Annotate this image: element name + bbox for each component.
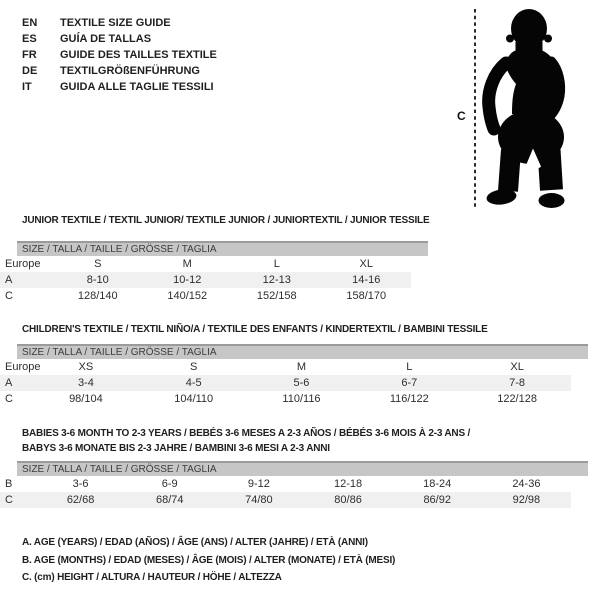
table-row: [0, 359, 571, 375]
language-code: EN: [22, 17, 38, 29]
language-code: DE: [22, 65, 38, 77]
size-value-cell: L: [406, 361, 413, 373]
children-table-title: CHILDREN'S TEXTILE / TEXTIL NIÑO/A / TEXTILE DES ENFANTS / KINDERTEXTIL / BAMBINI TESSILE: [22, 324, 488, 335]
row-label-cell: C: [5, 393, 13, 405]
legend: [22, 534, 395, 587]
size-value-cell: 14-16: [352, 274, 381, 286]
size-value-cell: 104/110: [174, 393, 214, 405]
size-value-cell: 92/98: [512, 494, 541, 506]
size-value-cell: 5-6: [293, 377, 310, 389]
size-value-cell: M: [182, 258, 192, 270]
size-value-cell: 6-7: [401, 377, 418, 389]
language-text: GUÍA DE TALLAS: [60, 33, 152, 45]
table-row: [0, 375, 571, 391]
baby-arm-left: [489, 63, 506, 129]
legend-line-a: A. AGE (YEARS) / EDAD (AÑOS) / ÂGE (ANS) / ALTER (JAHRE) / ETÀ (ANNI): [22, 537, 368, 548]
babies-size-table: [0, 476, 571, 508]
children-size-header: SIZE / TALLA / TAILLE / GRÖSSE / TAGLIA: [17, 344, 588, 359]
junior-size-table: [0, 256, 411, 304]
language-code: FR: [22, 49, 37, 61]
row-label-cell: Europe: [5, 258, 41, 270]
language-text: TEXTILE SIZE GUIDE: [60, 17, 171, 29]
legend-line-c: C. (cm) HEIGHT / ALTURA / HAUTEUR / HÖHE / ALTEZZA: [22, 572, 282, 583]
children-size-table: [0, 359, 571, 407]
size-value-cell: 116/122: [389, 393, 429, 405]
language-code: ES: [22, 33, 37, 45]
junior-table-title: JUNIOR TEXTILE / TEXTIL JUNIOR/ TEXTILE JUNIOR / JUNIORTEXTIL / JUNIOR TESSILE: [22, 215, 430, 226]
size-value-cell: XS: [78, 361, 94, 373]
row-label-cell: A: [5, 377, 13, 389]
size-value-cell: 3-4: [77, 377, 94, 389]
baby-foot-right: [539, 193, 565, 208]
size-value-cell: 86/92: [423, 494, 451, 506]
size-value-cell: 62/68: [66, 494, 95, 506]
size-value-cell: 122/128: [497, 393, 537, 405]
size-value-cell: S: [190, 361, 198, 373]
language-text: GUIDA ALLE TAGLIE TESSILI: [60, 81, 214, 93]
table-row: [0, 492, 571, 508]
baby-leg-right: [549, 150, 552, 190]
size-value-cell: 68/74: [155, 494, 184, 506]
baby-ear-left: [506, 35, 514, 43]
size-value-cell: 12-13: [262, 274, 291, 286]
language-row-en: [22, 15, 217, 31]
baby-ear-right: [544, 35, 552, 43]
language-row-de: [22, 63, 217, 79]
size-value-cell: 18-24: [423, 478, 452, 490]
language-text: TEXTILGRÖßENFÜHRUNG: [60, 65, 200, 77]
height-label: C: [457, 109, 466, 123]
size-value-cell: 128/140: [77, 290, 118, 302]
size-value-cell: L: [273, 258, 280, 270]
size-value-cell: 80/86: [334, 494, 362, 506]
size-value-cell: 4-5: [185, 377, 202, 389]
table-row: [0, 272, 411, 288]
table-row: [0, 476, 571, 492]
size-value-cell: 6-9: [161, 478, 178, 490]
size-value-cell: 12-18: [333, 478, 363, 490]
size-value-cell: 24-36: [512, 478, 541, 490]
legend-line-b: B. AGE (MONTHS) / EDAD (MESES) / ÂGE (MOIS) / ALTER (MONATE) / ETÀ (MESI): [22, 554, 396, 566]
babies-table-title-line2: BABYS 3-6 MONATE BIS 2-3 JAHRE / BAMBINI 3-6 MESI A 2-3 ANNI: [22, 443, 330, 454]
language-row-fr: [22, 47, 217, 63]
size-value-cell: 158/170: [346, 290, 387, 302]
size-value-cell: XL: [359, 258, 373, 270]
language-code: IT: [22, 81, 32, 93]
size-value-cell: S: [94, 258, 102, 270]
language-row-it: [22, 79, 217, 95]
row-label-cell: A: [5, 274, 13, 286]
size-value-cell: 98/104: [69, 393, 103, 405]
size-value-cell: 10-12: [173, 274, 202, 286]
row-label-cell: Europe: [5, 361, 41, 373]
size-value-cell: 152/158: [256, 290, 297, 302]
row-label-cell: B: [5, 478, 13, 490]
babies-table-title-line1: BABIES 3-6 MONTH TO 2-3 YEARS / BEBÉS 3-6 MESES A 2-3 AÑOS / BÉBÉS 3-6 MOIS À 2-3 ANS /: [22, 428, 471, 439]
size-value-cell: 110/116: [282, 393, 321, 405]
size-value-cell: XL: [510, 361, 524, 373]
size-value-cell: 3-6: [72, 478, 89, 490]
table-row: [0, 256, 411, 272]
row-label-cell: C: [5, 494, 13, 506]
baby-leg-left: [508, 150, 511, 191]
row-label-cell: C: [5, 290, 13, 302]
language-row-es: [22, 31, 217, 47]
size-value-cell: 74/80: [245, 494, 273, 506]
table-row: [0, 391, 571, 407]
junior-size-header: SIZE / TALLA / TAILLE / GRÖSSE / TAGLIA: [17, 241, 428, 256]
size-value-cell: 7-8: [509, 377, 526, 389]
size-value-cell: M: [296, 361, 307, 373]
baby-figure: [486, 9, 565, 208]
language-text: GUIDE DES TAILLES TEXTILE: [60, 49, 217, 61]
baby-silhouette-figure: [450, 0, 600, 215]
size-value-cell: 8-10: [86, 274, 109, 286]
language-list: [22, 15, 217, 95]
table-row: [0, 288, 411, 304]
babies-size-header: SIZE / TALLA / TAILLE / GRÖSSE / TAGLIA: [17, 461, 588, 476]
size-value-cell: 9-12: [247, 478, 270, 490]
size-value-cell: 140/152: [167, 290, 208, 302]
